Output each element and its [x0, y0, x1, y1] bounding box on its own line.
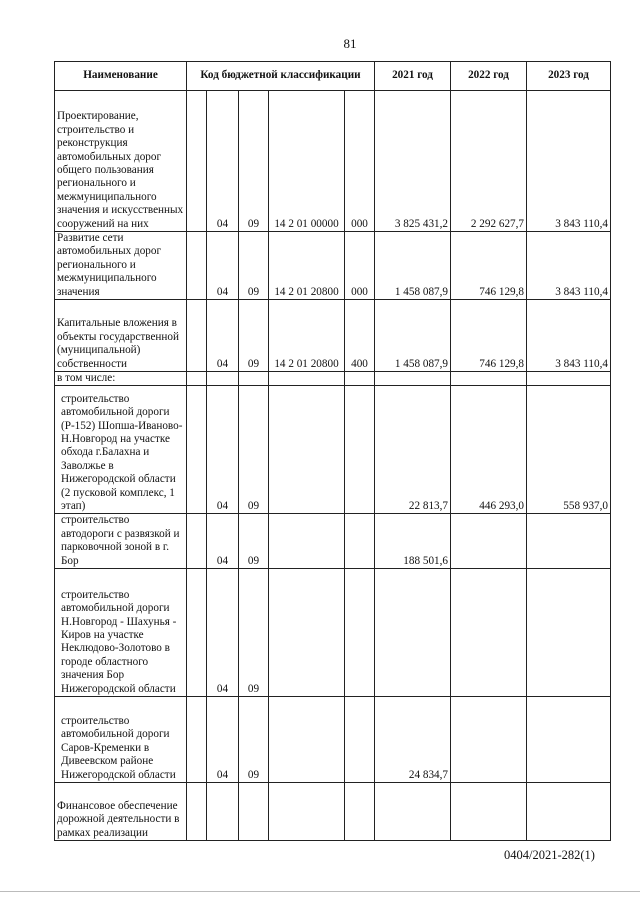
amount-2023	[527, 783, 611, 841]
amount-2021	[375, 372, 451, 386]
code-subsection: 09	[239, 300, 269, 372]
row-name-text: строительство автомобильной дороги (Р-152) Шопша-Иваново-Н.Новгород на участке обхода г.Балахна и Заволжье в Нижегородской области (2 пусковой комплекс, 1 этап)	[61, 392, 183, 513]
amount-2022	[451, 514, 527, 569]
table-row	[55, 514, 611, 569]
row-name	[55, 232, 187, 300]
header-2021: 2021 год	[375, 62, 451, 91]
code-spacer-cell	[187, 783, 207, 841]
amount-2021: 24 834,7	[375, 697, 451, 783]
table-row	[55, 91, 611, 232]
code-target-article: 14 2 01 20800	[269, 232, 345, 300]
amount-2022	[451, 372, 527, 386]
amount-2021: 1 458 087,9	[375, 232, 451, 300]
row-name-text: строительство автомобильной дороги Саров-Кременки в Дивеевском районе Нижегородской области	[61, 715, 176, 781]
code-section	[207, 372, 239, 386]
amount-2022	[451, 697, 527, 783]
row-name-text: Проектирование, строительство и реконструкция автомобильных дорог общего пользования регионального и межмуниципального значения и искусственных сооружений на них	[57, 110, 184, 230]
code-target-article	[269, 386, 345, 514]
code-subsection: 09	[239, 91, 269, 232]
code-spacer-cell	[187, 300, 207, 372]
code-expense-type	[345, 372, 375, 386]
code-spacer-cell	[187, 514, 207, 569]
code-spacer-cell	[187, 91, 207, 232]
code-section: 04	[207, 232, 239, 300]
code-target-article	[269, 372, 345, 386]
amount-2022: 746 129,8	[451, 300, 527, 372]
code-expense-type	[345, 783, 375, 841]
code-target-article	[269, 569, 345, 697]
amount-2022: 446 293,0	[451, 386, 527, 514]
amount-2022: 746 129,8	[451, 232, 527, 300]
header-2022: 2022 год	[451, 62, 527, 91]
code-subsection: 09	[239, 232, 269, 300]
row-name	[55, 569, 187, 697]
header-name: Наименование	[55, 62, 187, 91]
scan-edge-line	[0, 891, 640, 892]
table-row	[55, 569, 611, 697]
code-target-article: 14 2 01 00000	[269, 91, 345, 232]
document-code: 0404/2021-282(1)	[504, 848, 595, 862]
amount-2023	[527, 697, 611, 783]
amount-2022: 2 292 627,7	[451, 91, 527, 232]
amount-2023	[527, 372, 611, 386]
header-code: Код бюджетной классификации	[187, 62, 375, 91]
code-expense-type: 000	[345, 232, 375, 300]
table-row	[55, 232, 611, 300]
table-row	[55, 300, 611, 372]
table-row	[55, 372, 611, 386]
code-subsection: 09	[239, 697, 269, 783]
code-spacer-cell	[187, 232, 207, 300]
row-name-text: Развитие сети автомобильных дорог регионального и межмуниципального значения	[57, 232, 162, 298]
amount-2021: 1 458 087,9	[375, 300, 451, 372]
amount-2022	[451, 783, 527, 841]
code-target-article	[269, 783, 345, 841]
code-subsection: 09	[239, 386, 269, 514]
amount-2023: 3 843 110,4	[527, 300, 611, 372]
row-name-text: строительство автодороги с развязкой и парковочной зоной в г. Бор	[61, 514, 180, 567]
amount-2021	[375, 783, 451, 841]
row-name	[55, 783, 187, 841]
amount-2021: 188 501,6	[375, 514, 451, 569]
row-name	[55, 697, 187, 783]
amount-2021: 3 825 431,2	[375, 91, 451, 232]
row-name	[55, 91, 187, 232]
header-2023: 2023 год	[527, 62, 611, 91]
code-subsection	[239, 372, 269, 386]
code-target-article	[269, 514, 345, 569]
code-section: 04	[207, 697, 239, 783]
code-spacer-cell	[187, 386, 207, 514]
row-name-text: Капитальные вложения в объекты государственной (муниципальной) собственности	[57, 317, 179, 370]
row-name	[55, 386, 187, 514]
code-expense-type: 000	[345, 91, 375, 232]
row-name	[55, 514, 187, 569]
code-spacer-cell	[187, 372, 207, 386]
code-spacer-cell	[187, 569, 207, 697]
table-row	[55, 783, 611, 841]
code-spacer-cell	[187, 697, 207, 783]
code-section: 04	[207, 300, 239, 372]
amount-2023	[527, 569, 611, 697]
table-row	[55, 386, 611, 514]
amount-2023	[527, 514, 611, 569]
code-section: 04	[207, 91, 239, 232]
code-expense-type	[345, 514, 375, 569]
amount-2021	[375, 569, 451, 697]
row-name-text: в том числе:	[57, 372, 116, 385]
table-header-row	[55, 62, 611, 91]
code-subsection	[239, 783, 269, 841]
row-name-text: строительство автомобильной дороги Н.Новгород - Шахунья - Киров на участке Неклюдово-Золотово в городе областного значения Бор Нижегородской области	[61, 588, 177, 695]
code-target-article	[269, 697, 345, 783]
code-expense-type	[345, 697, 375, 783]
code-expense-type	[345, 569, 375, 697]
amount-2022	[451, 569, 527, 697]
row-name	[55, 300, 187, 372]
amount-2021: 22 813,7	[375, 386, 451, 514]
code-expense-type	[345, 386, 375, 514]
code-section: 04	[207, 569, 239, 697]
amount-2023: 3 843 110,4	[527, 91, 611, 232]
code-subsection: 09	[239, 569, 269, 697]
row-name-text: Финансовое обеспечение дорожной деятельности в рамках реализации	[57, 799, 180, 839]
table-row	[55, 697, 611, 783]
code-target-article: 14 2 01 20800	[269, 300, 345, 372]
code-section: 04	[207, 386, 239, 514]
row-name	[55, 372, 187, 386]
code-subsection: 09	[239, 514, 269, 569]
code-section: 04	[207, 514, 239, 569]
code-expense-type: 400	[345, 300, 375, 372]
code-section	[207, 783, 239, 841]
budget-table	[54, 61, 611, 841]
page-number: 81	[343, 36, 357, 51]
amount-2023: 3 843 110,4	[527, 232, 611, 300]
amount-2023: 558 937,0	[527, 386, 611, 514]
